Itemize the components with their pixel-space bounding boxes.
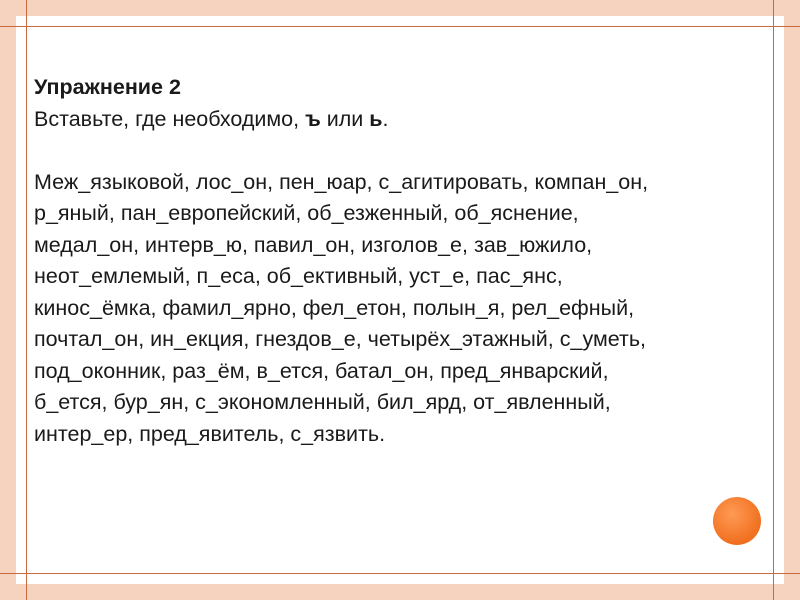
frame-line-left xyxy=(26,0,27,600)
word-line: медал_он, интерв_ю, павил_он, изголов_е, зав_южило, xyxy=(34,232,593,257)
soft-sign-letter: ь xyxy=(369,106,383,131)
word-line: неот_емлемый, п_еса, об_ективный, уст_е, пас_янс, xyxy=(34,264,563,288)
frame-right-band xyxy=(784,0,800,600)
word-line: р_яный, пан_европейский, об_езженный, об_яснение, xyxy=(34,201,579,225)
word-line: почтал_он, ин_екция, гнездов_е, четырёх_этажный, с_уметь, xyxy=(34,327,647,351)
word-line: Меж_языковой, лос_он, пен_юар, с_агитировать, компан_он, xyxy=(34,169,649,194)
word-line: б_ется, бур_ян, с_экономленный, бил_ярд, от_явленный, xyxy=(34,390,611,414)
frame-left-band xyxy=(0,0,16,600)
frame-top-band xyxy=(0,0,800,16)
frame-bottom-band xyxy=(0,584,800,600)
word-line: кинос_ёмка, фамил_ярно, фел_етон, полын_я, рел_ефный, xyxy=(34,295,635,320)
frame-line-bottom xyxy=(0,573,800,574)
instruction-suffix: . xyxy=(382,106,389,131)
decorative-orange-circle xyxy=(713,497,761,545)
instruction-or: или xyxy=(320,106,370,131)
paragraph-spacer xyxy=(34,135,754,167)
frame-line-right xyxy=(773,0,774,600)
frame-line-top xyxy=(0,26,800,27)
exercise-title: Упражнение 2 xyxy=(34,75,181,99)
slide-content xyxy=(34,72,754,450)
word-line: интер_ер, пред_явитель, с_язвить. xyxy=(34,421,386,446)
exercise-instruction xyxy=(34,104,754,136)
word-line: под_оконник, раз_ём, в_ется, батал_он, пред_январский, xyxy=(34,358,609,383)
instruction-prefix: Вставьте, где необходимо, xyxy=(34,106,306,131)
hard-sign-letter: ъ xyxy=(305,106,321,131)
